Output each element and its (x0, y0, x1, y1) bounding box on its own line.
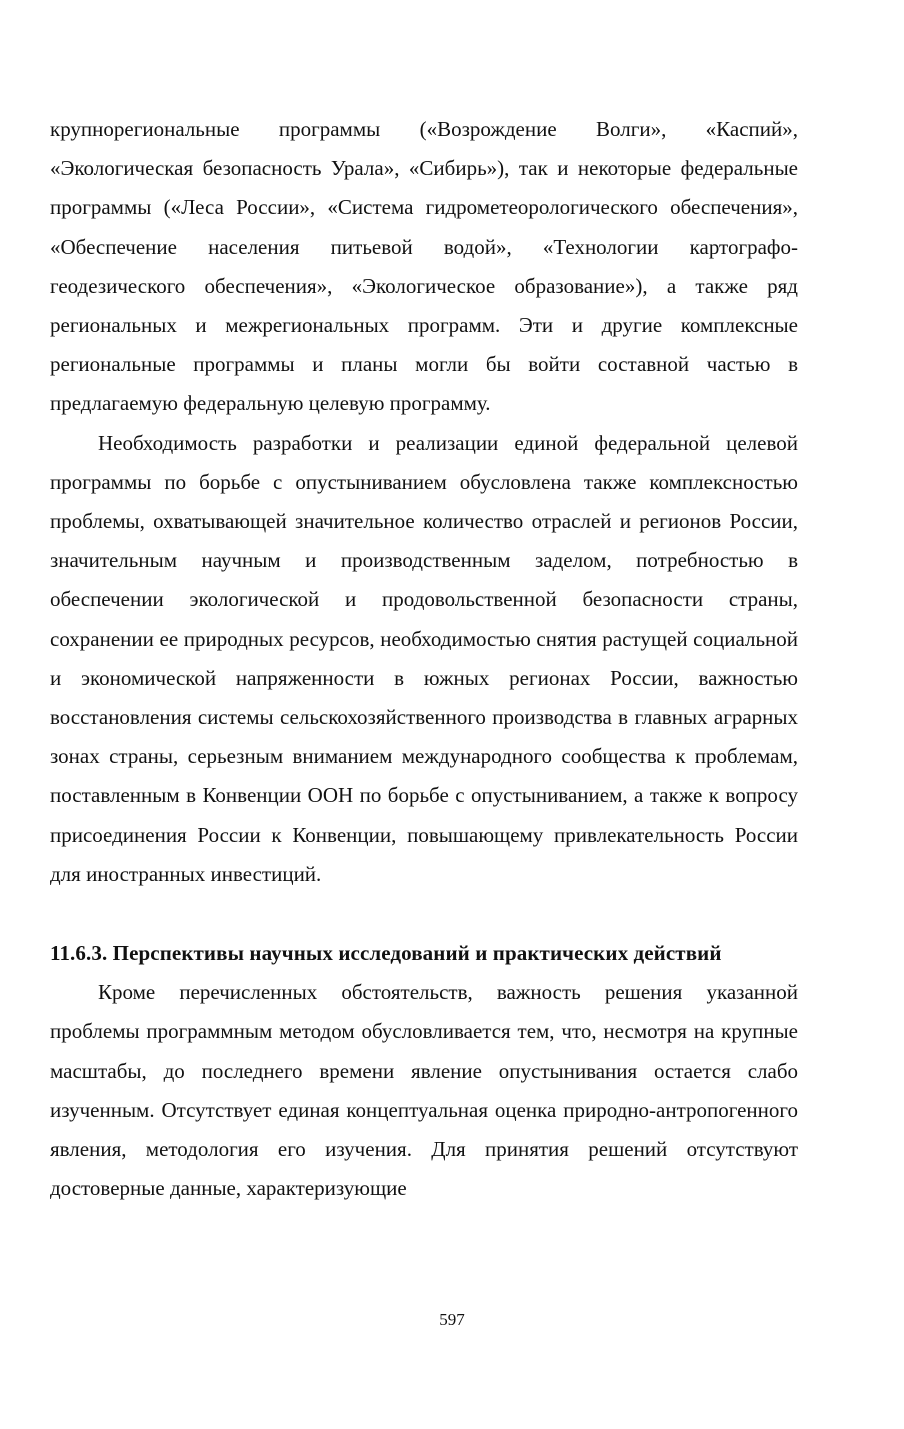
page-number: 597 (439, 1310, 465, 1329)
section-heading: 11.6.3. Перспективы научных исследований и практических действий (50, 941, 722, 966)
paragraph-perspectives: Кроме перечисленных обстоятельств, важность решения указанной проблемы программным методом обусловливается тем, что, несмотря на крупные масштабы, до последнего времени явление опустынивания остается слабо изученным. Отсутствует единая концептуальная оценка природно-антропогенного явления, методология его изучения. Для принятия решений отсутствуют достоверные данные, характеризующие (50, 980, 798, 1201)
paragraph-necessity: Необходимость разработки и реализации единой федеральной целевой программы по борьбе с опустыниванием обусловлена также комплексностью проблемы, охватывающей значительное количество отраслей и регионов России, значительным научным и производственным заделом, потребностью в обеспечении экологической и продовольственной безопасности страны, сохранении ее природных ресурсов, необходимостью снятия растущей социальной и экономической напряженности в южных регионах России, важностью восстановления системы сельскохозяйственного производства в главных аграрных зонах страны, серьезным вниманием международного сообщества к проблемам, поставленным в Конвенции ООН по борьбе с опустыниванием, а также к вопросу присоединения России к Конвенции, повышающему привлекательность России для иностранных инвестиций. (50, 430, 798, 886)
document-page (50, 110, 798, 1208)
paragraph-programs-list: крупнорегиональные программы («Возрождение Волги», «Каспий», «Экологическая безопасность Урала», «Сибирь»), так и некоторые федеральные программы («Леса России», «Система гидрометеорологического обеспечения», «Обеспечение населения питьевой водой», «Технологии картографо-геодезического обеспечения», «Экологическое образование»), а также ряд региональных и межрегиональных программ. Эти и другие комплексные региональные программы и планы могли бы войти составной частью в предлагаемую федеральную целевую программу. (50, 117, 798, 416)
